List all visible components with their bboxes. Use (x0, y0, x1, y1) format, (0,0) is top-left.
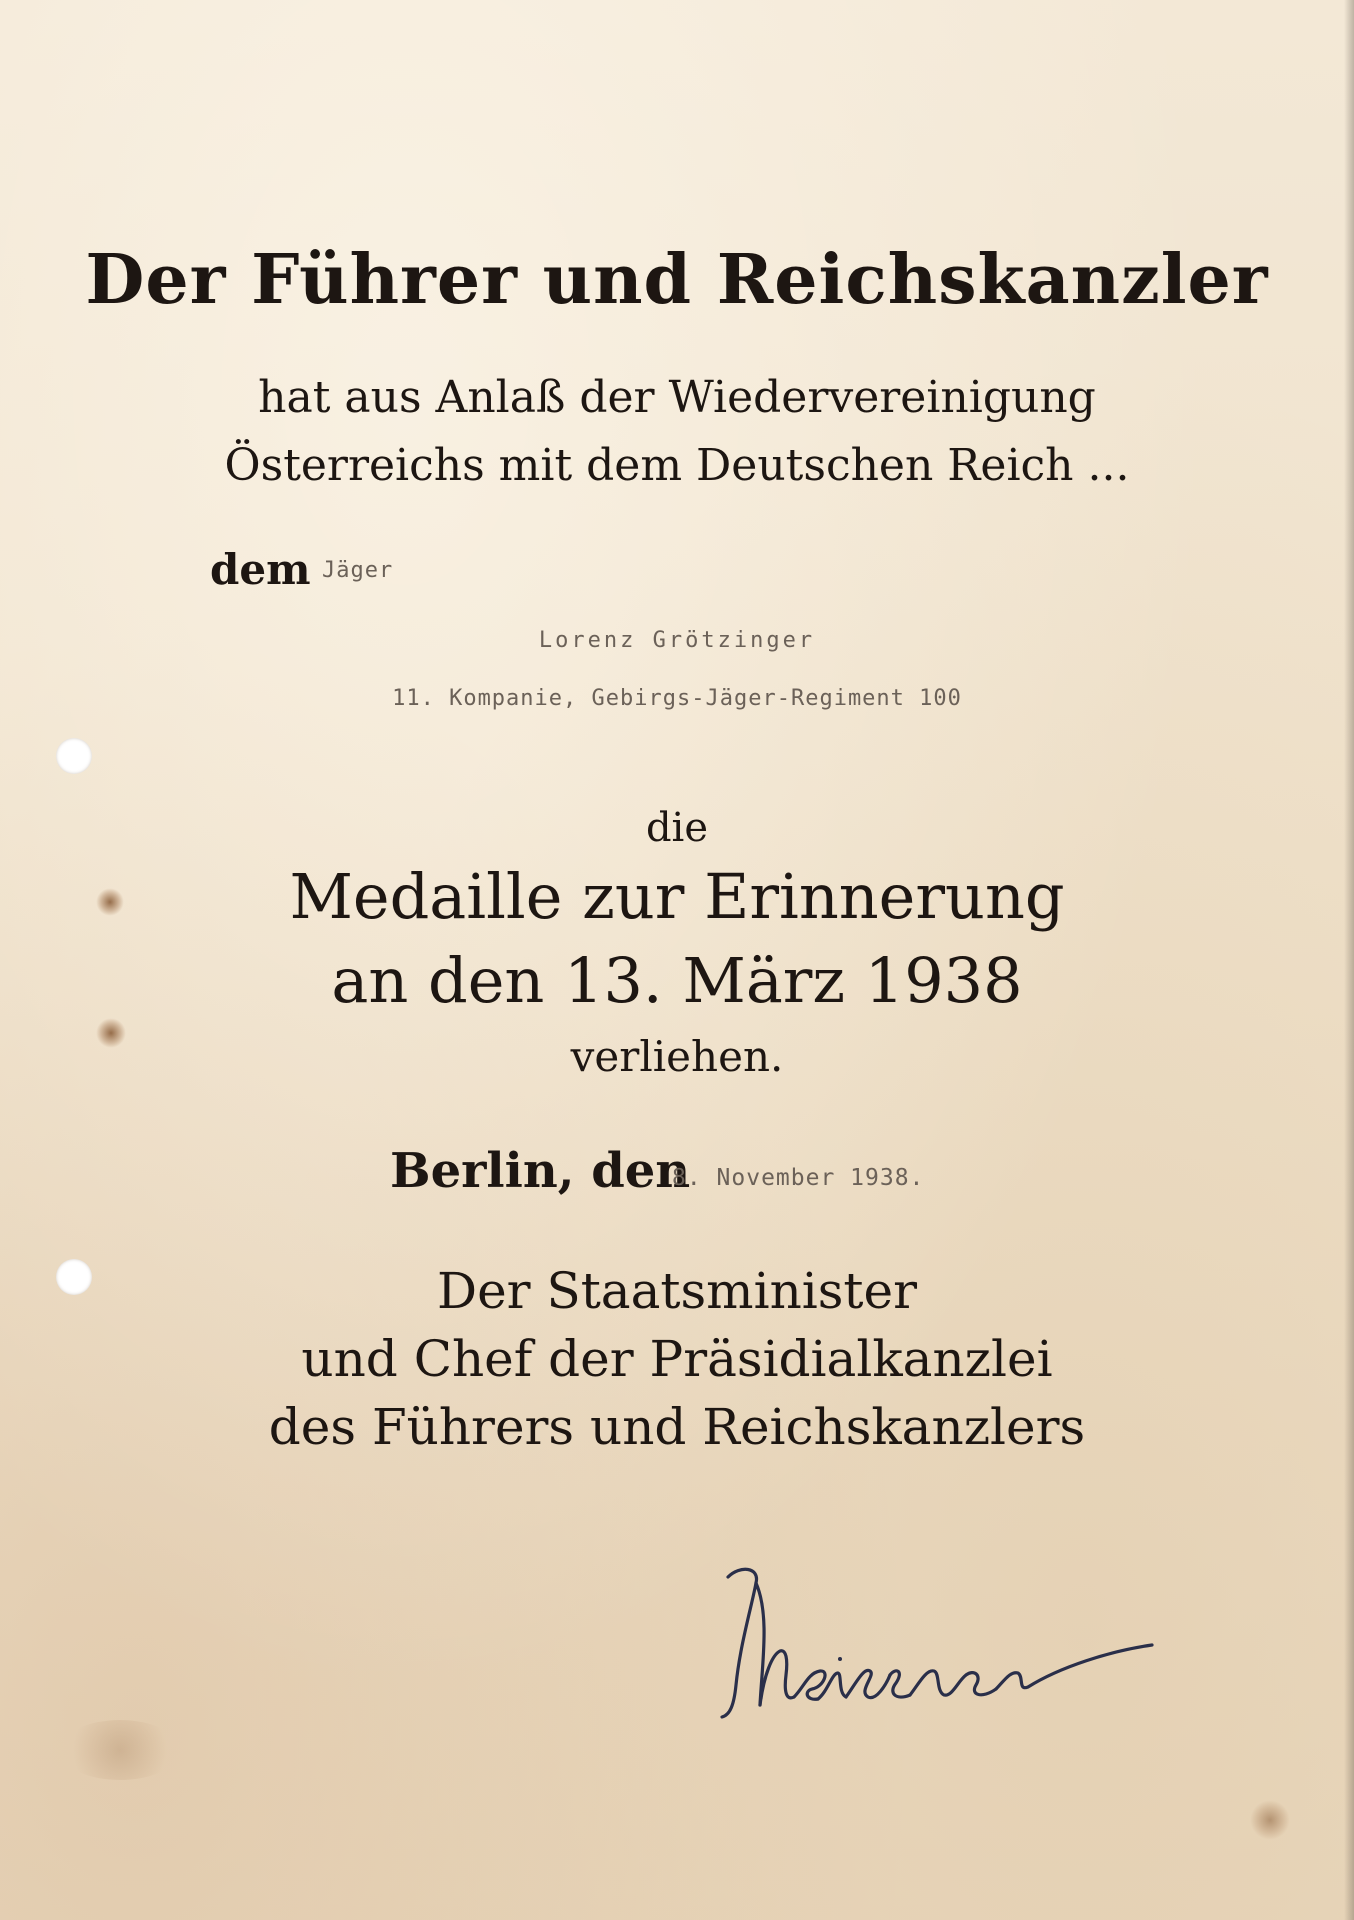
award-article: die (645, 805, 709, 851)
award-name-line-1: Medaille zur Erinnerung (289, 860, 1065, 933)
recipient-name: Lorenz Grötzinger (538, 628, 816, 653)
award-name-line-2: an den 13. März 1938 (331, 944, 1023, 1017)
certificate-title: Der Führer und Reichskanzler (85, 240, 1269, 320)
issue-date: 8. November 1938. (672, 1165, 925, 1191)
awarded-verb: verliehen. (570, 1032, 784, 1081)
signatory-line-3: des Führers und Reichskanzlers (268, 1398, 1086, 1456)
signatory-line-2: und Chef der Präsidialkanzlei (301, 1330, 1053, 1388)
occasion-line-1: hat aus Anlaß der Wiedervereinigung (258, 372, 1096, 423)
rust-stain (1250, 1800, 1290, 1840)
recipient-rank: Jäger (322, 558, 394, 583)
recipient-unit: 11. Kompanie, Gebirgs-Jäger-Regiment 100 (392, 686, 962, 711)
punch-hole-upper (56, 738, 92, 774)
place-date-prefix: Berlin, den (390, 1143, 691, 1199)
handwritten-signature (700, 1555, 1160, 1725)
occasion-line-2: Österreichs mit dem Deutschen Reich ... (224, 440, 1130, 491)
rust-stain (60, 1720, 180, 1780)
signatory-line-1: Der Staatsminister (436, 1262, 918, 1320)
recipient-prefix: dem (210, 545, 311, 594)
